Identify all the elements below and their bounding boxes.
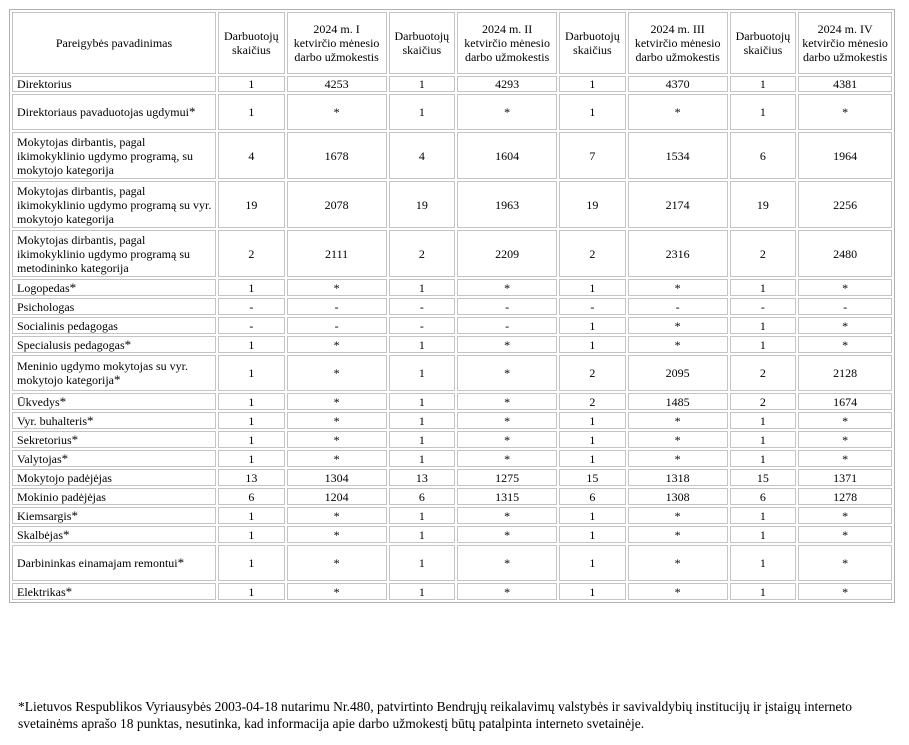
salary-cell-q2: * xyxy=(457,507,557,524)
employee-count-cell-q4: 6 xyxy=(730,488,797,505)
salary-cell-q1: * xyxy=(287,526,387,543)
salary-cell-q4: 1371 xyxy=(798,469,892,486)
salary-cell-q1: 2111 xyxy=(287,230,387,277)
position-name-cell xyxy=(12,94,216,130)
position-name-cell xyxy=(12,393,216,410)
employee-count-cell-q4: 1 xyxy=(730,76,797,92)
employee-count-cell-q2: 6 xyxy=(389,488,456,505)
salary-cell-q4: * xyxy=(798,450,892,467)
salary-cell-q3: * xyxy=(628,583,728,600)
salary-cell-q4: * xyxy=(798,507,892,524)
position-name: Logopedas xyxy=(17,280,70,295)
position-name: Mokytojas dirbantis, pagal ikimokyklinio ugdymo programą, su mokytojo kategorija xyxy=(17,134,193,177)
employee-count-cell-q1: 6 xyxy=(218,488,285,505)
employee-count-cell-q4: 15 xyxy=(730,469,797,486)
salary-cell-q3: 4370 xyxy=(628,76,728,92)
salary-cell-q3: * xyxy=(628,526,728,543)
salary-cell-q2: - xyxy=(457,317,557,334)
salary-cell-q2: * xyxy=(457,526,557,543)
employee-count-cell-q3: - xyxy=(559,298,626,315)
employee-count-cell-q3: 1 xyxy=(559,412,626,429)
position-name-cell xyxy=(12,545,216,581)
salary-cell-q3: - xyxy=(628,298,728,315)
table-row xyxy=(12,507,892,524)
salary-cell-q3: * xyxy=(628,450,728,467)
salary-cell-q4: * xyxy=(798,336,892,353)
position-name: Meninio ugdymo mokytojas su vyr. mokytojo kategorija xyxy=(17,359,188,387)
employee-count-cell-q4: 6 xyxy=(730,132,797,179)
salary-cell-q3: * xyxy=(628,431,728,448)
employee-count-cell-q4: 1 xyxy=(730,450,797,467)
employee-count-cell-q1: 1 xyxy=(218,279,285,296)
employee-count-cell-q1: 1 xyxy=(218,76,285,92)
salary-cell-q2: * xyxy=(457,355,557,391)
salary-cell-q3: * xyxy=(628,279,728,296)
salary-cell-q1: * xyxy=(287,545,387,581)
table-row xyxy=(12,181,892,228)
employee-count-cell-q2: 2 xyxy=(389,230,456,277)
employee-count-cell-q1: 1 xyxy=(218,545,285,581)
employee-count-cell-q1: 13 xyxy=(218,469,285,486)
footnote: *Lietuvos Respublikos Vyriausybės 2003-04-18 nutarimu Nr.480, patvirtinto Bendrųjų reikalavimų valstybės ir savivaldybių institucijų ir įstaigų interneto svetainėms aprašo 18 punktas, nesutinka, kad informacija apie darbo užmokestį būtų patalpinta interneto svetainėje. xyxy=(18,699,853,731)
position-name-cell xyxy=(12,181,216,228)
salary-cell-q4: * xyxy=(798,94,892,130)
salary-cell-q3: * xyxy=(628,507,728,524)
header-salary-q3: 2024 m. III ketvirčio mėnesio darbo užmokestis xyxy=(628,12,728,74)
salary-cell-q1: * xyxy=(287,279,387,296)
employee-count-cell-q4: 2 xyxy=(730,355,797,391)
salary-cell-q2: 2209 xyxy=(457,230,557,277)
footnote-asterisk: * xyxy=(59,393,67,409)
salary-cell-q1: * xyxy=(287,431,387,448)
employee-count-cell-q1: - xyxy=(218,317,285,334)
employee-count-cell-q3: 1 xyxy=(559,507,626,524)
salary-cell-q1: * xyxy=(287,393,387,410)
position-name: Valytojas xyxy=(17,451,62,466)
salary-table xyxy=(9,9,895,603)
header-count-q3: Darbuotojų skaičius xyxy=(559,12,626,74)
salary-cell-q1: * xyxy=(287,507,387,524)
salary-cell-q3: 1318 xyxy=(628,469,728,486)
employee-count-cell-q3: 1 xyxy=(559,431,626,448)
position-name-cell xyxy=(12,355,216,391)
employee-count-cell-q3: 19 xyxy=(559,181,626,228)
salary-cell-q3: * xyxy=(628,317,728,334)
salary-cell-q3: 2174 xyxy=(628,181,728,228)
footnote-asterisk: * xyxy=(69,279,77,295)
salary-cell-q1: * xyxy=(287,336,387,353)
employee-count-cell-q3: 15 xyxy=(559,469,626,486)
employee-count-cell-q2: 13 xyxy=(389,469,456,486)
salary-cell-q2: * xyxy=(457,431,557,448)
employee-count-cell-q2: 1 xyxy=(389,94,456,130)
table-header-row xyxy=(12,12,892,74)
header-position: Pareigybės pavadinimas xyxy=(12,12,216,74)
employee-count-cell-q4: 1 xyxy=(730,583,797,600)
position-name: Darbininkas einamajam remontui xyxy=(17,556,178,570)
employee-count-cell-q2: 1 xyxy=(389,355,456,391)
table-row xyxy=(12,279,892,296)
table-row xyxy=(12,545,892,581)
table-row xyxy=(12,488,892,505)
employee-count-cell-q2: 1 xyxy=(389,545,456,581)
employee-count-cell-q3: 2 xyxy=(559,355,626,391)
position-name-cell xyxy=(12,298,216,315)
position-name-cell xyxy=(12,76,216,92)
position-name: Specialusis pedagogas xyxy=(17,337,125,352)
salary-cell-q4: 1964 xyxy=(798,132,892,179)
salary-cell-q4: * xyxy=(798,545,892,581)
salary-cell-q4: 1278 xyxy=(798,488,892,505)
employee-count-cell-q2: 1 xyxy=(389,76,456,92)
position-name-cell xyxy=(12,412,216,429)
salary-cell-q2: * xyxy=(457,545,557,581)
salary-cell-q1: 1304 xyxy=(287,469,387,486)
salary-cell-q2: 1315 xyxy=(457,488,557,505)
header-count-q2: Darbuotojų skaičius xyxy=(389,12,456,74)
position-name-cell xyxy=(12,488,216,505)
header-count-q4: Darbuotojų skaičius xyxy=(730,12,797,74)
table-row xyxy=(12,298,892,315)
salary-cell-q1: * xyxy=(287,355,387,391)
employee-count-cell-q3: 2 xyxy=(559,393,626,410)
employee-count-cell-q3: 1 xyxy=(559,76,626,92)
employee-count-cell-q1: 1 xyxy=(218,393,285,410)
position-name: Skalbėjas xyxy=(17,527,63,542)
employee-count-cell-q3: 6 xyxy=(559,488,626,505)
employee-count-cell-q2: 1 xyxy=(389,412,456,429)
employee-count-cell-q1: 1 xyxy=(218,94,285,130)
employee-count-cell-q2: 1 xyxy=(389,393,456,410)
table-row xyxy=(12,393,892,410)
employee-count-cell-q1: 1 xyxy=(218,355,285,391)
salary-cell-q1: - xyxy=(287,317,387,334)
employee-count-cell-q4: 1 xyxy=(730,545,797,581)
salary-cell-q3: * xyxy=(628,94,728,130)
footnote-asterisk: * xyxy=(87,412,94,428)
position-name: Direktorius xyxy=(17,77,72,91)
table-row xyxy=(12,431,892,448)
employee-count-cell-q3: 1 xyxy=(559,583,626,600)
employee-count-cell-q3: 2 xyxy=(559,230,626,277)
position-name: Sekretorius xyxy=(17,432,72,447)
salary-cell-q2: 4293 xyxy=(457,76,557,92)
employee-count-cell-q1: 4 xyxy=(218,132,285,179)
table-row xyxy=(12,132,892,179)
employee-count-cell-q3: 1 xyxy=(559,526,626,543)
employee-count-cell-q1: 2 xyxy=(218,230,285,277)
employee-count-cell-q1: 1 xyxy=(218,431,285,448)
position-name: Mokytojas dirbantis, pagal ikimokyklinio ugdymo programą su vyr. mokytojo kategorija xyxy=(17,183,212,226)
header-count-q1: Darbuotojų skaičius xyxy=(218,12,285,74)
employee-count-cell-q4: 1 xyxy=(730,507,797,524)
salary-cell-q1: * xyxy=(287,94,387,130)
employee-count-cell-q3: 1 xyxy=(559,336,626,353)
position-name-cell xyxy=(12,317,216,334)
table-row xyxy=(12,526,892,543)
salary-cell-q4: * xyxy=(798,279,892,296)
salary-cell-q2: * xyxy=(457,583,557,600)
salary-cell-q4: 4381 xyxy=(798,76,892,92)
position-name: Kiemsargis xyxy=(17,508,72,523)
header-salary-q4: 2024 m. IV ketvirčio mėnesio darbo užmokestis xyxy=(798,12,892,74)
salary-cell-q4: * xyxy=(798,583,892,600)
footnote-asterisk: * xyxy=(61,450,69,466)
salary-cell-q2: * xyxy=(457,94,557,130)
table-row xyxy=(12,469,892,486)
employee-count-cell-q3: 1 xyxy=(559,94,626,130)
salary-cell-q3: 1485 xyxy=(628,393,728,410)
salary-cell-q2: 1275 xyxy=(457,469,557,486)
employee-count-cell-q4: 1 xyxy=(730,431,797,448)
employee-count-cell-q2: 1 xyxy=(389,583,456,600)
footnote-asterisk: * xyxy=(63,526,70,542)
salary-cell-q2: 1963 xyxy=(457,181,557,228)
employee-count-cell-q4: 1 xyxy=(730,279,797,296)
position-name-cell xyxy=(12,450,216,467)
footnote-asterisk: * xyxy=(124,336,132,352)
salary-cell-q3: * xyxy=(628,412,728,429)
table-row xyxy=(12,450,892,467)
table-row xyxy=(12,336,892,353)
position-name-cell xyxy=(12,469,216,486)
employee-count-cell-q1: 19 xyxy=(218,181,285,228)
employee-count-cell-q4: 2 xyxy=(730,393,797,410)
table-row xyxy=(12,230,892,277)
position-name: Direktoriaus pavaduotojas ugdymui xyxy=(17,105,189,119)
employee-count-cell-q4: 19 xyxy=(730,181,797,228)
position-name-cell xyxy=(12,507,216,524)
table-row xyxy=(12,94,892,130)
employee-count-cell-q2: 1 xyxy=(389,279,456,296)
employee-count-cell-q2: 1 xyxy=(389,507,456,524)
table-body xyxy=(12,76,892,600)
position-name-cell xyxy=(12,132,216,179)
position-name: Psichologas xyxy=(17,299,75,314)
salary-cell-q1: 4253 xyxy=(287,76,387,92)
salary-cell-q4: 2256 xyxy=(798,181,892,228)
table-row xyxy=(12,355,892,391)
position-name-cell xyxy=(12,279,216,296)
employee-count-cell-q4: 1 xyxy=(730,412,797,429)
salary-cell-q1: * xyxy=(287,412,387,429)
footnote-asterisk: * xyxy=(188,104,196,119)
salary-cell-q2: * xyxy=(457,336,557,353)
employee-count-cell-q3: 1 xyxy=(559,279,626,296)
salary-cell-q1: * xyxy=(287,450,387,467)
position-name-cell xyxy=(12,526,216,543)
employee-count-cell-q2: 4 xyxy=(389,132,456,179)
position-name: Elektrikas xyxy=(17,584,66,599)
header-salary-q2: 2024 m. II ketvirčio mėnesio darbo užmokestis xyxy=(457,12,557,74)
salary-cell-q2: * xyxy=(457,450,557,467)
employee-count-cell-q2: 19 xyxy=(389,181,456,228)
employee-count-cell-q3: 1 xyxy=(559,545,626,581)
salary-cell-q4: * xyxy=(798,526,892,543)
employee-count-cell-q3: 7 xyxy=(559,132,626,179)
position-name-cell xyxy=(12,431,216,448)
footnote-asterisk: * xyxy=(113,372,121,387)
employee-count-cell-q2: 1 xyxy=(389,431,456,448)
position-name: Ūkvedys xyxy=(17,394,60,409)
footnote-asterisk: * xyxy=(71,507,78,523)
employee-count-cell-q1: 1 xyxy=(218,507,285,524)
salary-cell-q3: 1534 xyxy=(628,132,728,179)
employee-count-cell-q2: 1 xyxy=(389,526,456,543)
position-name-cell xyxy=(12,583,216,600)
salary-cell-q3: * xyxy=(628,545,728,581)
salary-cell-q2: * xyxy=(457,393,557,410)
salary-cell-q4: * xyxy=(798,412,892,429)
position-name: Mokytojas dirbantis, pagal ikimokyklinio ugdymo programą su metodininko kategorija xyxy=(17,232,190,275)
table-row xyxy=(12,412,892,429)
salary-cell-q1: 2078 xyxy=(287,181,387,228)
footnote-asterisk: * xyxy=(71,431,79,447)
employee-count-cell-q4: 1 xyxy=(730,94,797,130)
salary-cell-q2: - xyxy=(457,298,557,315)
salary-cell-q4: - xyxy=(798,298,892,315)
employee-count-cell-q1: 1 xyxy=(218,450,285,467)
salary-cell-q1: - xyxy=(287,298,387,315)
employee-count-cell-q4: 2 xyxy=(730,230,797,277)
salary-cell-q3: * xyxy=(628,336,728,353)
salary-cell-q4: * xyxy=(798,317,892,334)
salary-cell-q2: 1604 xyxy=(457,132,557,179)
salary-cell-q4: 1674 xyxy=(798,393,892,410)
salary-cell-q2: * xyxy=(457,412,557,429)
salary-cell-q3: 1308 xyxy=(628,488,728,505)
salary-cell-q4: 2480 xyxy=(798,230,892,277)
header-salary-q1: 2024 m. I ketvirčio mėnesio darbo užmokestis xyxy=(287,12,387,74)
salary-cell-q1: * xyxy=(287,583,387,600)
employee-count-cell-q2: - xyxy=(389,298,456,315)
employee-count-cell-q3: 1 xyxy=(559,317,626,334)
employee-count-cell-q1: 1 xyxy=(218,412,285,429)
employee-count-cell-q4: 1 xyxy=(730,526,797,543)
employee-count-cell-q2: - xyxy=(389,317,456,334)
position-name-cell xyxy=(12,230,216,277)
table-row xyxy=(12,583,892,600)
position-name-cell xyxy=(12,336,216,353)
table-row xyxy=(12,317,892,334)
employee-count-cell-q4: 1 xyxy=(730,336,797,353)
position-name: Socialinis pedagogas xyxy=(17,318,118,333)
salary-cell-q4: 2128 xyxy=(798,355,892,391)
employee-count-cell-q4: - xyxy=(730,298,797,315)
employee-count-cell-q3: 1 xyxy=(559,450,626,467)
position-name: Vyr. buhalteris xyxy=(17,413,87,428)
employee-count-cell-q1: 1 xyxy=(218,583,285,600)
footnote-asterisk: * xyxy=(177,555,185,570)
footnote-asterisk: * xyxy=(65,583,73,599)
salary-cell-q1: 1204 xyxy=(287,488,387,505)
employee-count-cell-q1: 1 xyxy=(218,526,285,543)
salary-cell-q3: 2095 xyxy=(628,355,728,391)
salary-cell-q4: * xyxy=(798,431,892,448)
employee-count-cell-q1: - xyxy=(218,298,285,315)
salary-cell-q1: 1678 xyxy=(287,132,387,179)
employee-count-cell-q4: 1 xyxy=(730,317,797,334)
employee-count-cell-q2: 1 xyxy=(389,450,456,467)
employee-count-cell-q2: 1 xyxy=(389,336,456,353)
position-name: Mokytojo padėjėjas xyxy=(17,470,112,485)
table-row xyxy=(12,76,892,92)
salary-cell-q2: * xyxy=(457,279,557,296)
salary-cell-q3: 2316 xyxy=(628,230,728,277)
employee-count-cell-q1: 1 xyxy=(218,336,285,353)
position-name: Mokinio padėjėjas xyxy=(17,489,106,504)
